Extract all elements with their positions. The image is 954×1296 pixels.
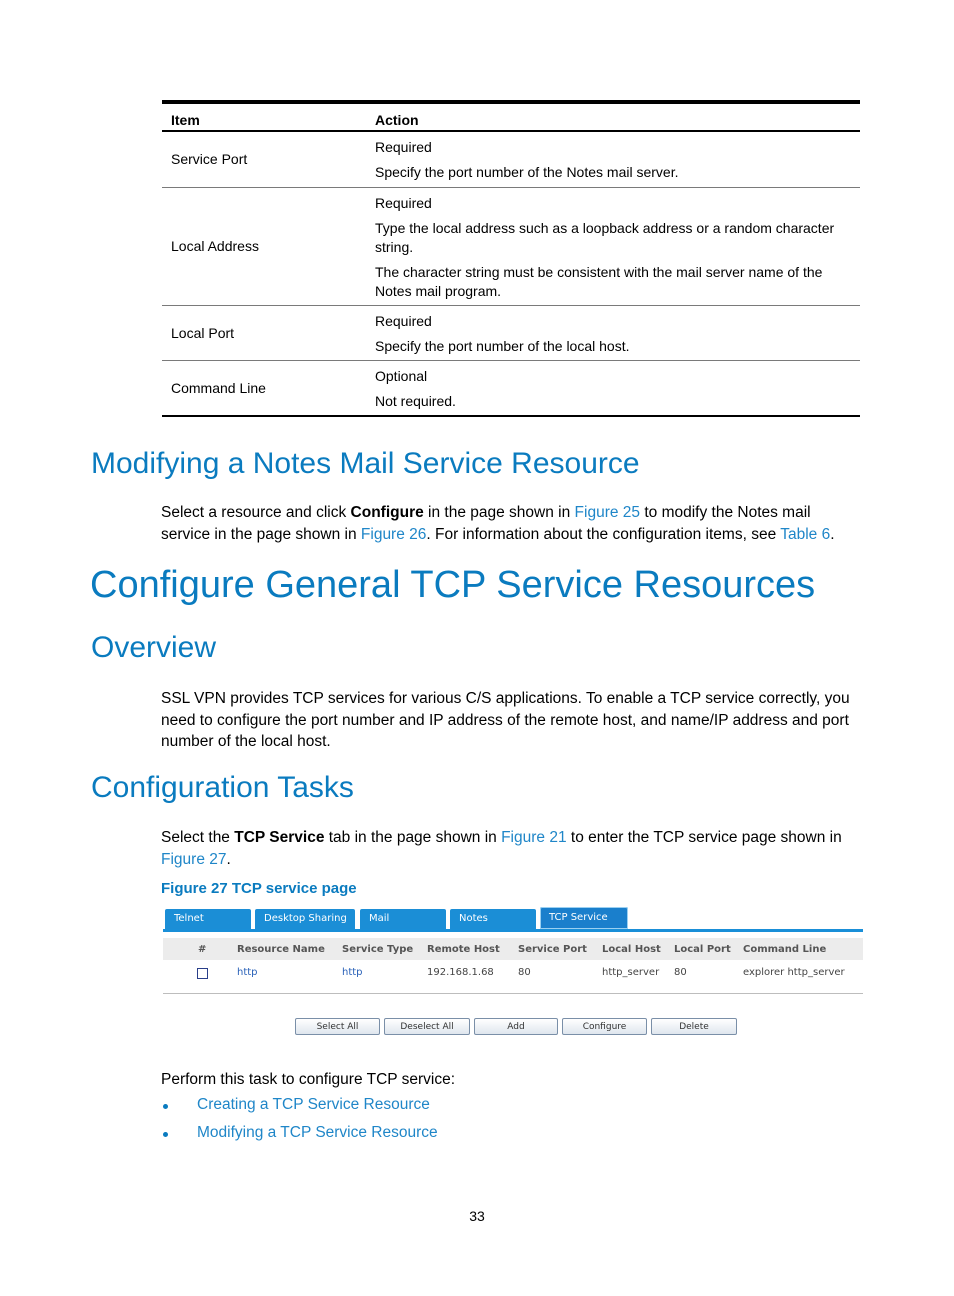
cell-service-type: http [342,967,363,978]
configure-button[interactable]: Configure [562,1018,647,1035]
text: Select the [161,829,235,846]
table-row [162,305,860,360]
bullet-link-creating[interactable]: Creating a TCP Service Resource [197,1096,430,1113]
link-figure-25[interactable]: Figure 25 [574,504,641,521]
text: . For information about the configuration items, see [426,525,781,543]
cell-service-port: 80 [518,967,531,978]
config-tasks-paragraph [161,827,863,870]
action-line: Specify the port number of the Notes mail server. [375,164,679,181]
tab-notes[interactable]: Notes [450,909,536,929]
add-button[interactable]: Add [474,1018,558,1035]
table-row [162,131,860,187]
deselect-all-button[interactable]: Deselect All [384,1018,470,1035]
text: in the page shown in [423,504,575,521]
tab-tcp-service[interactable]: TCP Service [540,907,628,929]
text: . [226,850,231,868]
col-header-remote-host[interactable]: Remote Host [427,944,500,955]
link-figure-21[interactable]: Figure 21 [501,829,567,846]
table-row [162,187,860,305]
item-cell: Service Port [162,131,368,187]
delete-button[interactable]: Delete [651,1018,737,1035]
cell-command-line: explorer http_server [743,967,845,978]
header-action: Action [368,102,860,131]
tab-underline [163,929,863,932]
col-header-command-line[interactable]: Command Line [743,944,827,955]
section-title-config-tasks: Configuration Tasks [91,771,354,804]
chapter-title: Configure General TCP Service Resources [90,564,816,606]
text: to enter the TCP service page shown in [566,829,842,846]
col-header-local-host[interactable]: Local Host [602,944,661,955]
col-header-local-port[interactable]: Local Port [674,944,731,955]
action-line: Optional [375,367,428,384]
text: . [830,525,835,543]
table-row [162,360,860,416]
cell-local-host: http_server [602,967,660,978]
row-checkbox[interactable] [197,968,208,979]
bold-configure: Configure [350,504,424,521]
tcp-service-figure [163,907,863,1037]
modify-paragraph [161,502,863,545]
item-cell: Local Address [162,187,368,305]
table-header-row [162,102,860,131]
text: to modify the Notes mail service in the page shown in [161,504,811,543]
section-title-modifying: Modifying a Notes Mail Service Resource [91,447,640,480]
action-cell [368,360,860,416]
action-line: Required [375,194,432,211]
figure-caption: Figure 27 TCP service page [161,880,357,897]
cell-local-port: 80 [674,967,687,978]
action-line: Required [375,312,432,329]
item-cell: Local Port [162,305,368,360]
bullet-dot-icon [163,1132,168,1137]
link-table-6[interactable]: Table 6 [780,525,831,543]
link-figure-26[interactable]: Figure 26 [360,525,427,543]
text: tab in the page shown in [324,829,502,846]
action-line: The character string must be consistent with the mail server name of the Notes mail program. [375,263,823,299]
perform-text: Perform this task to configure TCP service: [161,1071,456,1088]
section-title-overview: Overview [91,631,217,664]
bold-tcp-service: TCP Service [234,829,325,846]
action-line: Specify the port number of the local host. [375,337,630,354]
select-all-button[interactable]: Select All [295,1018,380,1035]
col-header-service-type[interactable]: Service Type [342,944,414,955]
cell-remote-host: 192.168.1.68 [427,967,494,978]
tab-telnet[interactable]: Telnet [165,909,251,929]
action-cell [368,131,860,187]
col-header-index: # [198,944,207,955]
page-number: 33 [469,1208,485,1224]
action-cell [368,187,860,305]
action-line: Not required. [375,392,456,409]
bullet-dot-icon [163,1104,168,1109]
action-line: Required [375,139,432,156]
action-cell [368,305,860,360]
grid-bottom-rule [163,993,863,994]
cell-resource-name[interactable]: http [237,967,258,978]
col-header-resource-name[interactable]: Resource Name [237,944,325,955]
item-action-table [162,100,860,417]
overview-paragraph: SSL VPN provides TCP services for various C/S applications. To enable a TCP service correctly, you need to configure the port number and IP address of the remote host, and name/IP address and port number of the local host. [161,690,850,750]
tab-desktop-sharing[interactable]: Desktop Sharing [255,909,355,929]
item-cell: Command Line [162,360,368,416]
text: Select a resource and click [161,504,351,521]
bullet-link-modifying[interactable]: Modifying a TCP Service Resource [197,1124,438,1141]
action-line: Type the local address such as a loopback address or a random character string. [375,219,835,255]
tab-mail[interactable]: Mail [360,909,446,929]
link-figure-27[interactable]: Figure 27 [161,850,227,868]
col-header-service-port[interactable]: Service Port [518,944,587,955]
header-item: Item [162,102,368,131]
